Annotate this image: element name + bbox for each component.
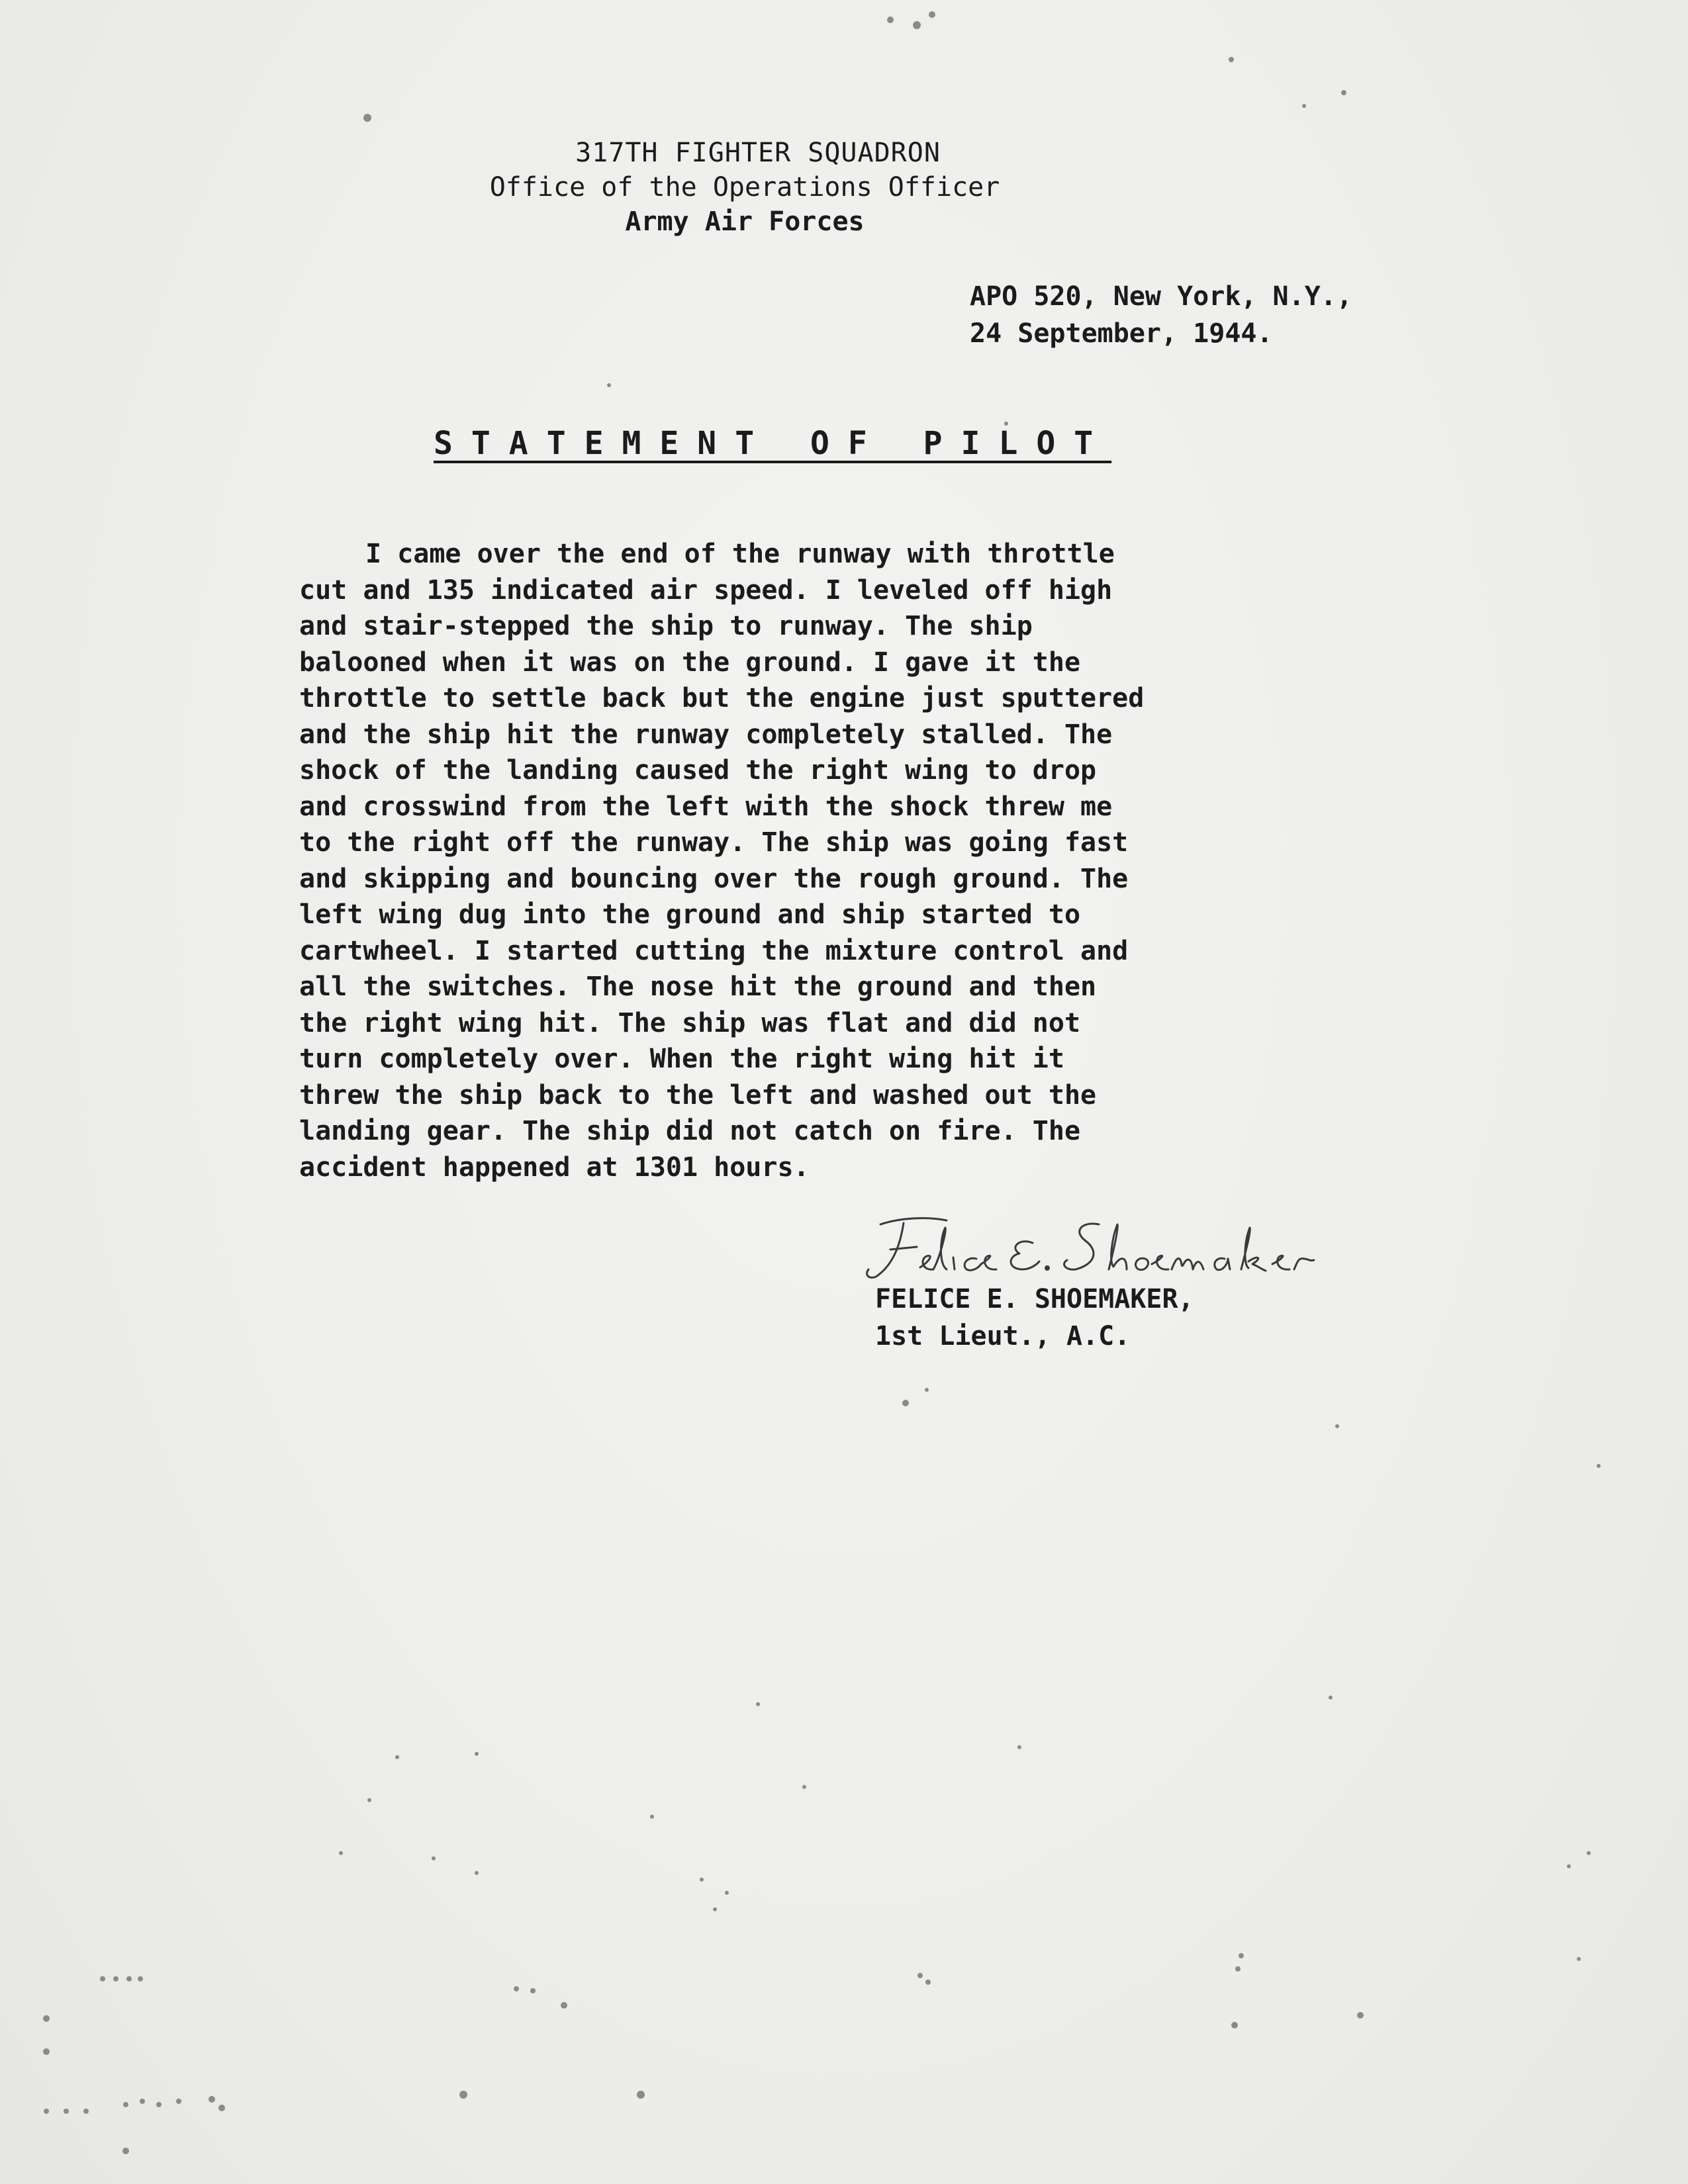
body-line: cartwheel. I started cutting the mixture control and bbox=[299, 935, 1129, 966]
body-line: left wing dug into the ground and ship started to bbox=[299, 899, 1081, 930]
office-name: Office of the Operations Officer bbox=[489, 172, 1000, 203]
body-line: turn completely over. When the right wing hit it bbox=[299, 1044, 1064, 1074]
body-line: threw the ship back to the left and washed out the bbox=[299, 1079, 1097, 1111]
body-line: the right wing hit. The ship was flat and did not bbox=[299, 1007, 1081, 1038]
body-line: I came over the end of the runway with throttle bbox=[365, 539, 1115, 569]
body-line: all the switches. The nose hit the ground and then bbox=[299, 972, 1097, 1002]
body-line: balooned when it was on the ground. I gave it the bbox=[299, 647, 1081, 678]
body-line: shock of the landing caused the right wing to drop bbox=[299, 755, 1097, 786]
dateline-date: 24 September, 1944. bbox=[970, 318, 1273, 349]
body-line: landing gear. The ship did not catch on fire. The bbox=[299, 1116, 1081, 1146]
typed-signer-name: FELICE E. SHOEMAKER, bbox=[875, 1284, 1194, 1314]
body-line: and stair-stepped the ship to runway. The ship bbox=[299, 611, 1033, 641]
body-line: to the right off the runway. The ship was going fast bbox=[299, 827, 1129, 858]
signature-block bbox=[875, 1281, 1194, 1355]
statement-body bbox=[299, 536, 1292, 1185]
dateline-location: APO 520, New York, N.Y., bbox=[970, 281, 1352, 312]
squadron-name: 317TH FIGHTER SQUADRON bbox=[575, 138, 941, 168]
dateline bbox=[970, 278, 1352, 352]
body-line: and the ship hit the runway completely stalled. The bbox=[299, 719, 1113, 750]
body-line: accident happened at 1301 hours. bbox=[299, 1152, 810, 1183]
body-line: cut and 135 indicated air speed. I leveled off high bbox=[299, 574, 1113, 606]
handwritten-signature bbox=[854, 1198, 1423, 1291]
body-line: throttle to settle back but the engine just sputtered bbox=[299, 683, 1145, 713]
body-line: and crosswind from the left with the shock threw me bbox=[299, 791, 1113, 822]
document-title: STATEMENT OF PILOT bbox=[434, 425, 1112, 462]
letterhead bbox=[0, 136, 1688, 239]
branch-name: Army Air Forces bbox=[625, 206, 865, 237]
body-line: and skipping and bouncing over the rough ground. The bbox=[299, 863, 1129, 894]
signer-rank: 1st Lieut., A.C. bbox=[875, 1321, 1131, 1351]
